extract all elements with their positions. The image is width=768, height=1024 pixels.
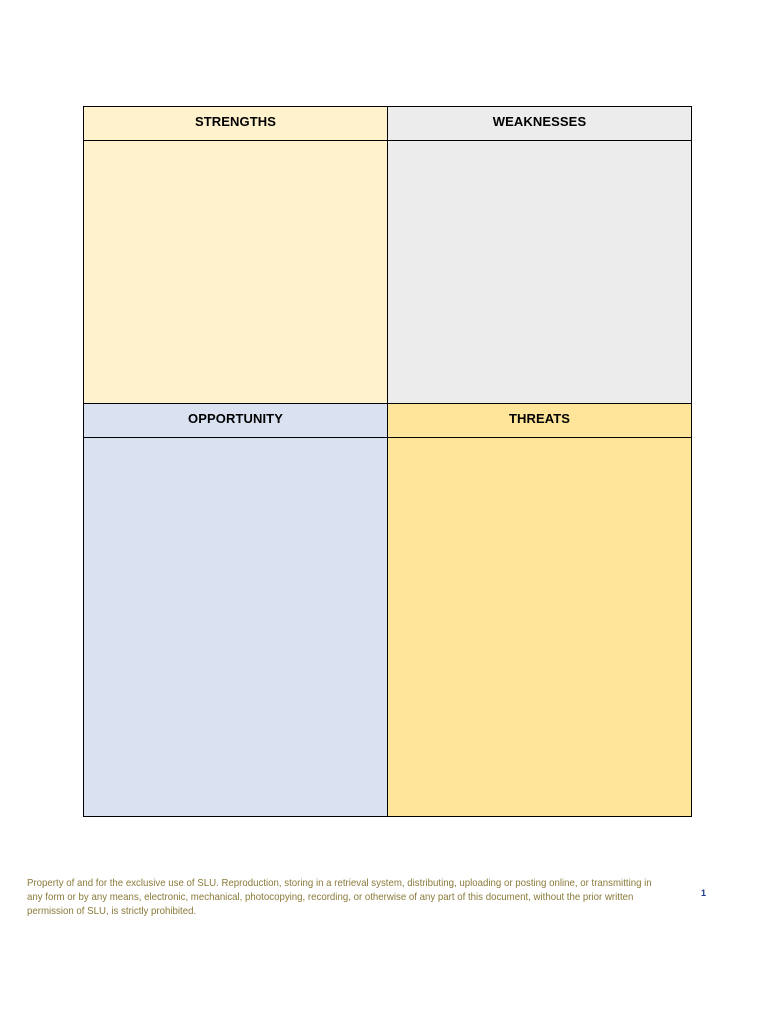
opportunity-header	[84, 404, 388, 438]
strengths-header	[84, 107, 388, 141]
opportunity-cell[interactable]	[84, 438, 388, 817]
weaknesses-cell[interactable]	[388, 141, 692, 404]
opportunity-label: OPPORTUNITY	[188, 410, 283, 426]
copyright-notice: Property of and for the exclusive use of SLU. Reproduction, storing in a retrieval system, distributing, uploading or posting online, or transmitting in any form or by any means, electronic, mechanical, photocopying, recording, or otherwise of any part of this document, without the prior written permission of SLU, is strictly prohibited.	[27, 878, 652, 917]
threats-header	[388, 404, 692, 438]
weaknesses-header	[388, 107, 692, 141]
threats-label: THREATS	[508, 410, 571, 426]
strengths-label: STRENGTHS	[194, 113, 277, 129]
threats-cell[interactable]	[388, 438, 692, 817]
strengths-cell[interactable]	[84, 141, 388, 404]
weaknesses-label: WEAKNESSES	[492, 113, 587, 129]
page-number: 1	[701, 888, 707, 898]
swot-table	[83, 106, 692, 817]
